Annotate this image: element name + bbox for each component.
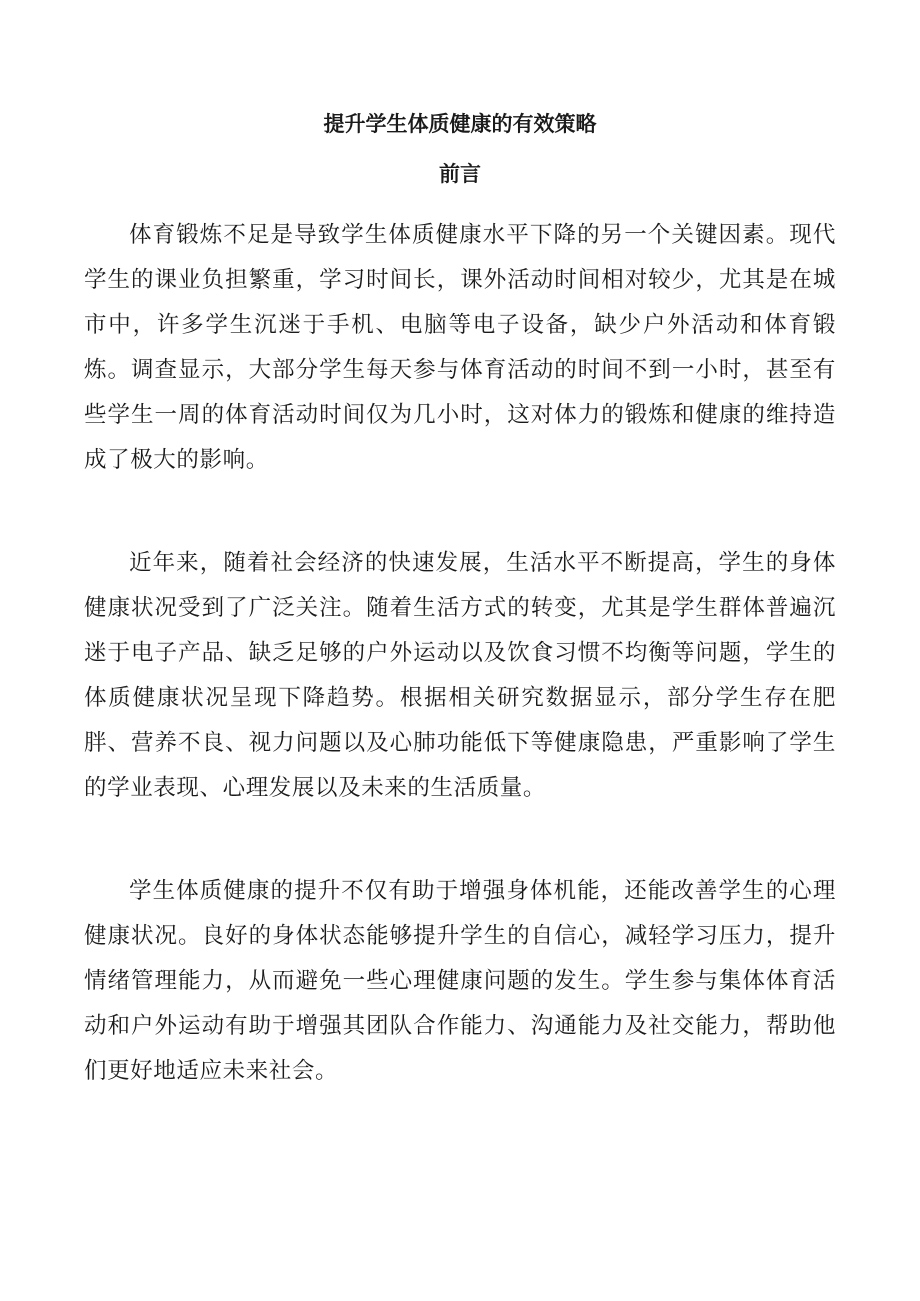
paragraph-3: 学生体质健康的提升不仅有助于增强身体机能，还能改善学生的心理健康状况。良好的身体状态能够提升学生的自信心，减轻学习压力，提升情绪管理能力，从而避免一些心理健康问题的发生。学生参与集体体育活动和户外运动有助于增强其团队合作能力、沟通能力及社交能力，帮助他们更好地适应未来社会。 (84, 878, 836, 1084)
section-heading: 前言 (439, 161, 481, 186)
paragraph-2: 近年来，随着社会经济的快速发展，生活水平不断提高，学生的身体健康状况受到了广泛关注。随着生活方式的转变，尤其是学生群体普遍沉迷于电子产品、缺乏足够的户外运动以及饮食习惯不均衡等问题，学生的体质健康状况呈现下降趋势。根据相关研究数据显示，部分学生存在肥胖、营养不良、视力问题以及心肺功能低下等健康隐患，严重影响了学生的学业表现、心理发展以及未来的生活质量。 (84, 550, 836, 801)
document-title: 提升学生体质健康的有效策略 (323, 111, 597, 136)
paragraph-1: 体育锻炼不足是导致学生体质健康水平下降的另一个关键因素。现代学生的课业负担繁重，学习时间长，课外活动时间相对较少，尤其是在城市中，许多学生沉迷于手机、电脑等电子设备，缺少户外活动和体育锻炼。调查显示，大部分学生每天参与体育活动的时间不到一小时，甚至有些学生一周的体育活动时间仅为几小时，这对体力的锻炼和健康的维持造成了极大的影响。 (84, 222, 836, 473)
